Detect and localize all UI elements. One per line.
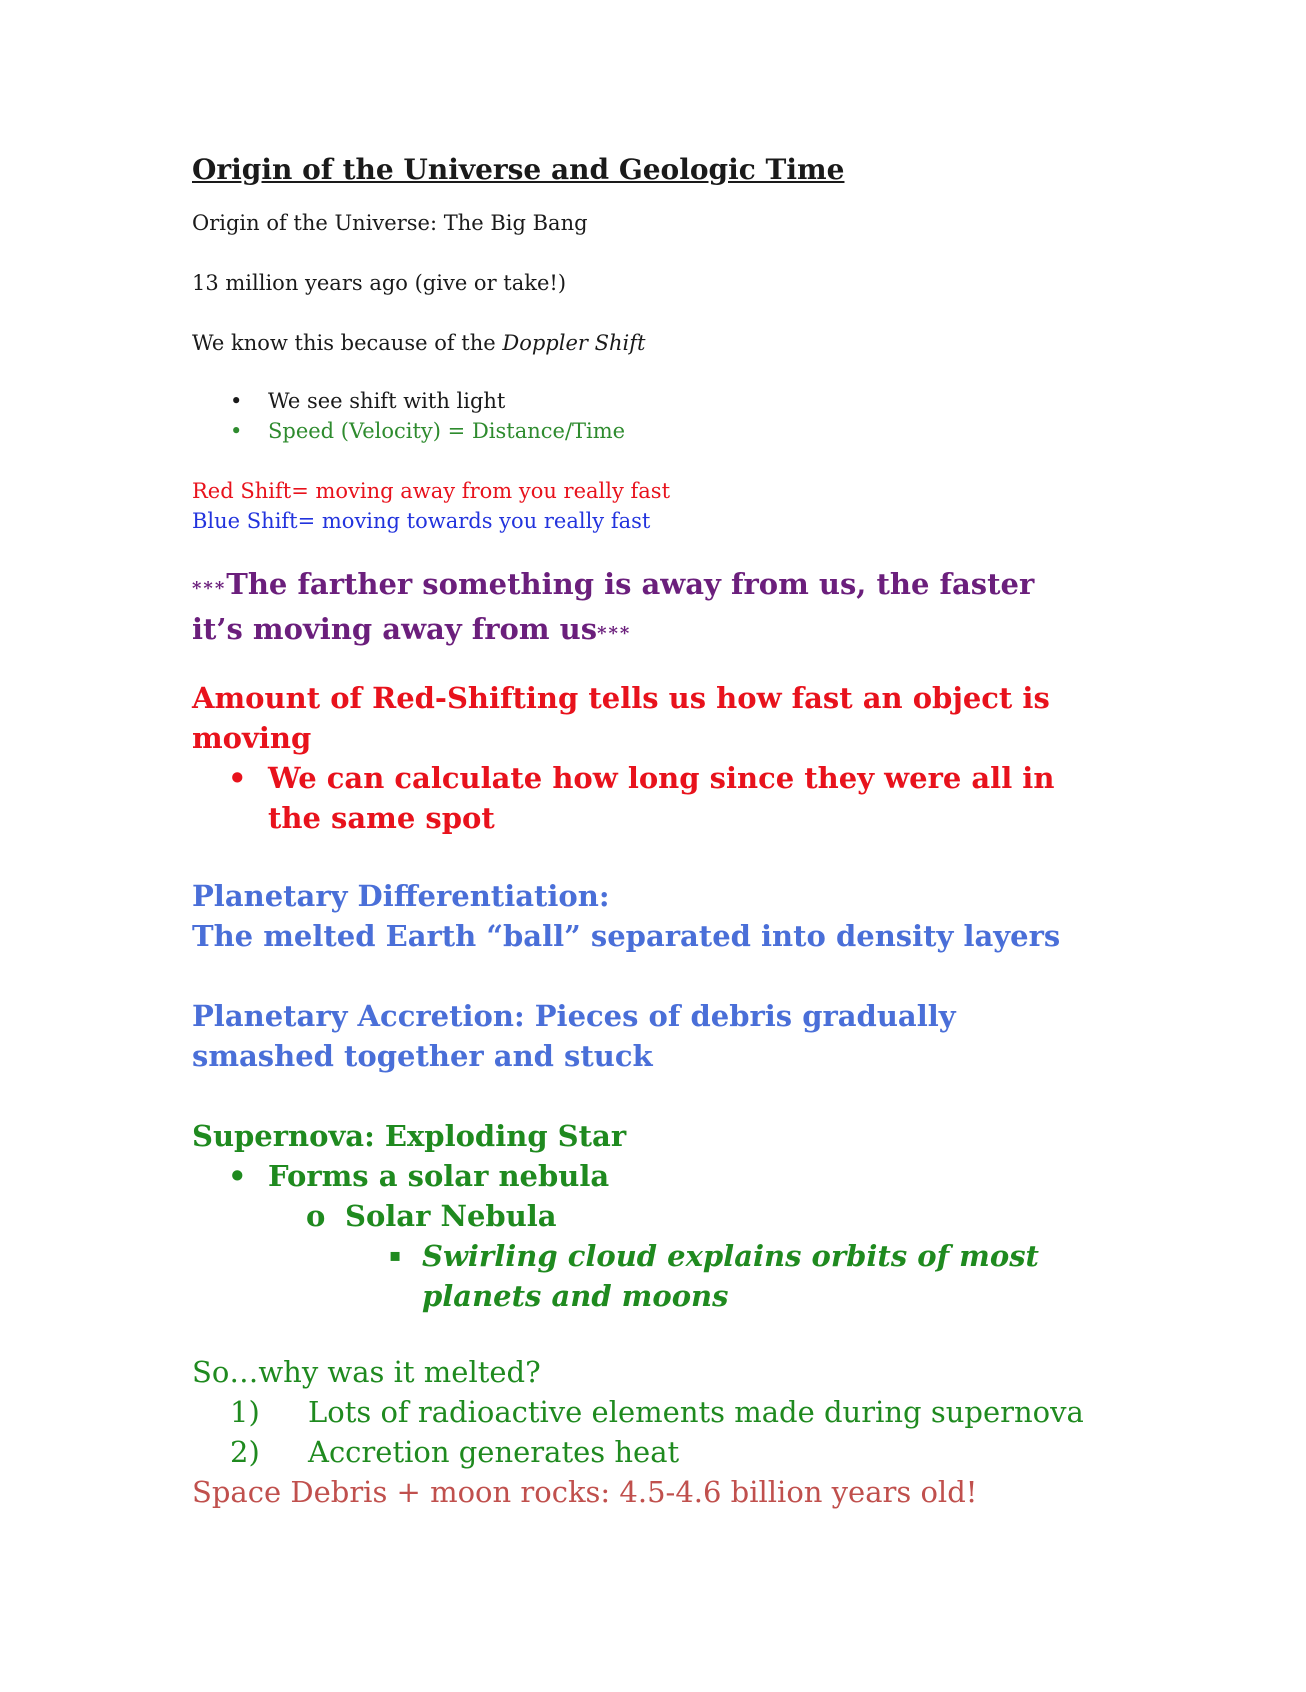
redshift-heading: Amount of Red-Shifting tells us how fast an object is moving (192, 681, 1050, 755)
list-item (192, 1156, 1092, 1196)
blue-shift-line: Blue Shift= moving towards you really fast (192, 509, 651, 533)
bullet-text: We can calculate how long since they were all in the same spot (268, 761, 1055, 835)
melted-numbered-list (192, 1392, 1092, 1472)
list-item (192, 416, 1092, 446)
farther-text: The farther something is away from us, the faster it’s moving away from us (192, 567, 1035, 646)
age-statement: Space Debris + moon rocks: 4.5-4.6 billion years old! (192, 1475, 978, 1509)
bullet-text: Speed (Velocity) = Distance/Time (268, 419, 626, 443)
redshift-bullet-list (192, 758, 1092, 838)
list-item (192, 1392, 1092, 1432)
farther-statement (192, 564, 1092, 654)
list-item (192, 1196, 1092, 1236)
bullet-square-icon: ▪ (389, 1245, 402, 1266)
bullet-disc-icon: • (230, 419, 243, 443)
list-number: 2) (230, 1435, 260, 1469)
accretion-statement: Planetary Accretion: Pieces of debris gradually smashed together and stuck (192, 999, 956, 1073)
stars-close: *** (597, 623, 632, 644)
bullet-disc-icon: • (228, 1159, 247, 1193)
doppler-bullet-list (192, 386, 1092, 446)
intro-line-years: 13 million years ago (give or take!) (192, 271, 567, 295)
bullet-disc-icon: • (230, 389, 243, 413)
list-number: 1) (230, 1395, 260, 1429)
stars-open: *** (192, 578, 227, 599)
bullet-circle-icon: o (306, 1199, 326, 1233)
differentiation-heading: Planetary Differentiation: (192, 879, 610, 913)
bullet-text: Forms a solar nebula (268, 1159, 610, 1193)
bullet-text: We see shift with light (268, 389, 506, 413)
document-title: Origin of the Universe and Geologic Time (192, 153, 845, 186)
red-shift-line: Red Shift= moving away from you really fast (192, 479, 671, 503)
list-item (192, 758, 1092, 838)
supernova-list (192, 1156, 1092, 1316)
document-page (192, 150, 1092, 1512)
melted-question: So…why was it melted? (192, 1355, 541, 1389)
doppler-term: Doppler Shift (502, 331, 646, 355)
bullet-disc-icon: • (228, 761, 247, 795)
doppler-prefix: We know this because of the (192, 331, 503, 355)
supernova-heading: Supernova: Exploding Star (192, 1119, 627, 1153)
list-item (192, 1236, 1092, 1316)
bullet-text: Swirling cloud explains orbits of most planets and moons (422, 1239, 1039, 1313)
differentiation-description: The melted Earth “ball” separated into density layers (192, 919, 1061, 953)
list-item (192, 386, 1092, 416)
list-item (192, 1432, 1092, 1472)
intro-line-doppler (192, 328, 1092, 358)
list-text: Accretion generates heat (308, 1435, 680, 1469)
intro-line-big-bang: Origin of the Universe: The Big Bang (192, 211, 588, 235)
list-text: Lots of radioactive elements made during supernova (308, 1395, 1084, 1429)
bullet-text: Solar Nebula (345, 1199, 557, 1233)
